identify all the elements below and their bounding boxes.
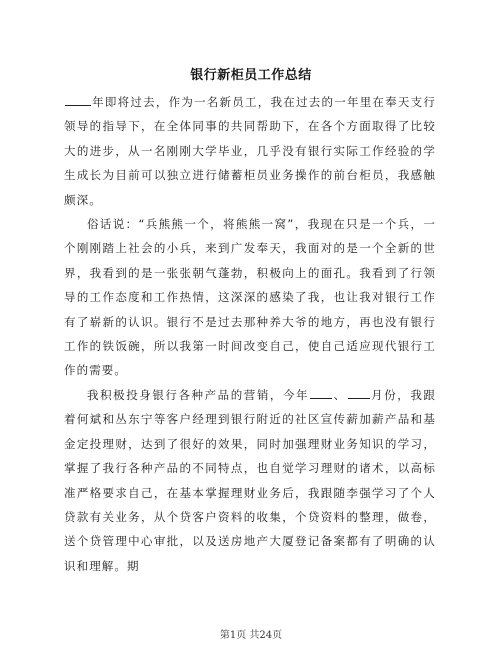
document-body [64, 90, 436, 578]
paragraph-3 [64, 383, 436, 578]
document-title: 银行新柜员工作总结 [190, 68, 312, 83]
paragraph-1-text: 年即将过去，作为一名新员工，我在过去的一年里在奉天支行领导的指导下，在全体同事的共同帮助下，在各个方面取得了比较大的进步，从一名刚刚大学毕业，几乎没有银行实际工作经验的学生成长为目前可以独立进行储蓄柜员业务操作的前台柜员，我感触颇深。 [64, 95, 436, 207]
paragraph-3-text-after: 月份，我跟着何斌和丛东宁等客户经理到银行附近的社区宣传薪加薪产品和基金定投理财，达到了很好的效果，同时加强理财业务知识的学习，掌握了我行各种产品的不同特点，也自觉学习理财的诸术，以高标准严格要求自己，在基本掌握理财业务后，我跟随李强学习了个人贷款有关业务，从个贷客户资料的收集，个贷资料的整理，做卷，送个贷管理中心审批，以及送房地产大厦登记备案都有了明确的认识和理解。期 [64, 387, 437, 573]
paragraph-3-text-before: 我积极投身银行各种产品的营销，今年 [87, 387, 310, 402]
paragraph-3-separator: 、 [333, 387, 347, 402]
page-footer: 第1页 共24页 [219, 630, 283, 641]
paragraph-1 [64, 90, 436, 212]
fill-blank [348, 386, 370, 399]
paragraph-2: 俗话说：“兵熊熊一个，将熊熊一窝”，我现在只是一个兵，一个刚刚踏上社会的小兵，来到广发奉天，我面对的是一个全新的世界，我看到的是一张张朝气蓬勃，积极向上的面孔。我看到了行领导的工作态度和工作热情，这深深的感染了我，也让我对银行工作有了崭新的认识。银行不是过去那种养大爷的地方，再也没有银行工作的铁饭碗，所以我第一时间改变自己，使自己适应现代银行工作的需要。 [64, 217, 436, 378]
fill-blank [310, 386, 332, 399]
fill-blank [65, 93, 91, 106]
